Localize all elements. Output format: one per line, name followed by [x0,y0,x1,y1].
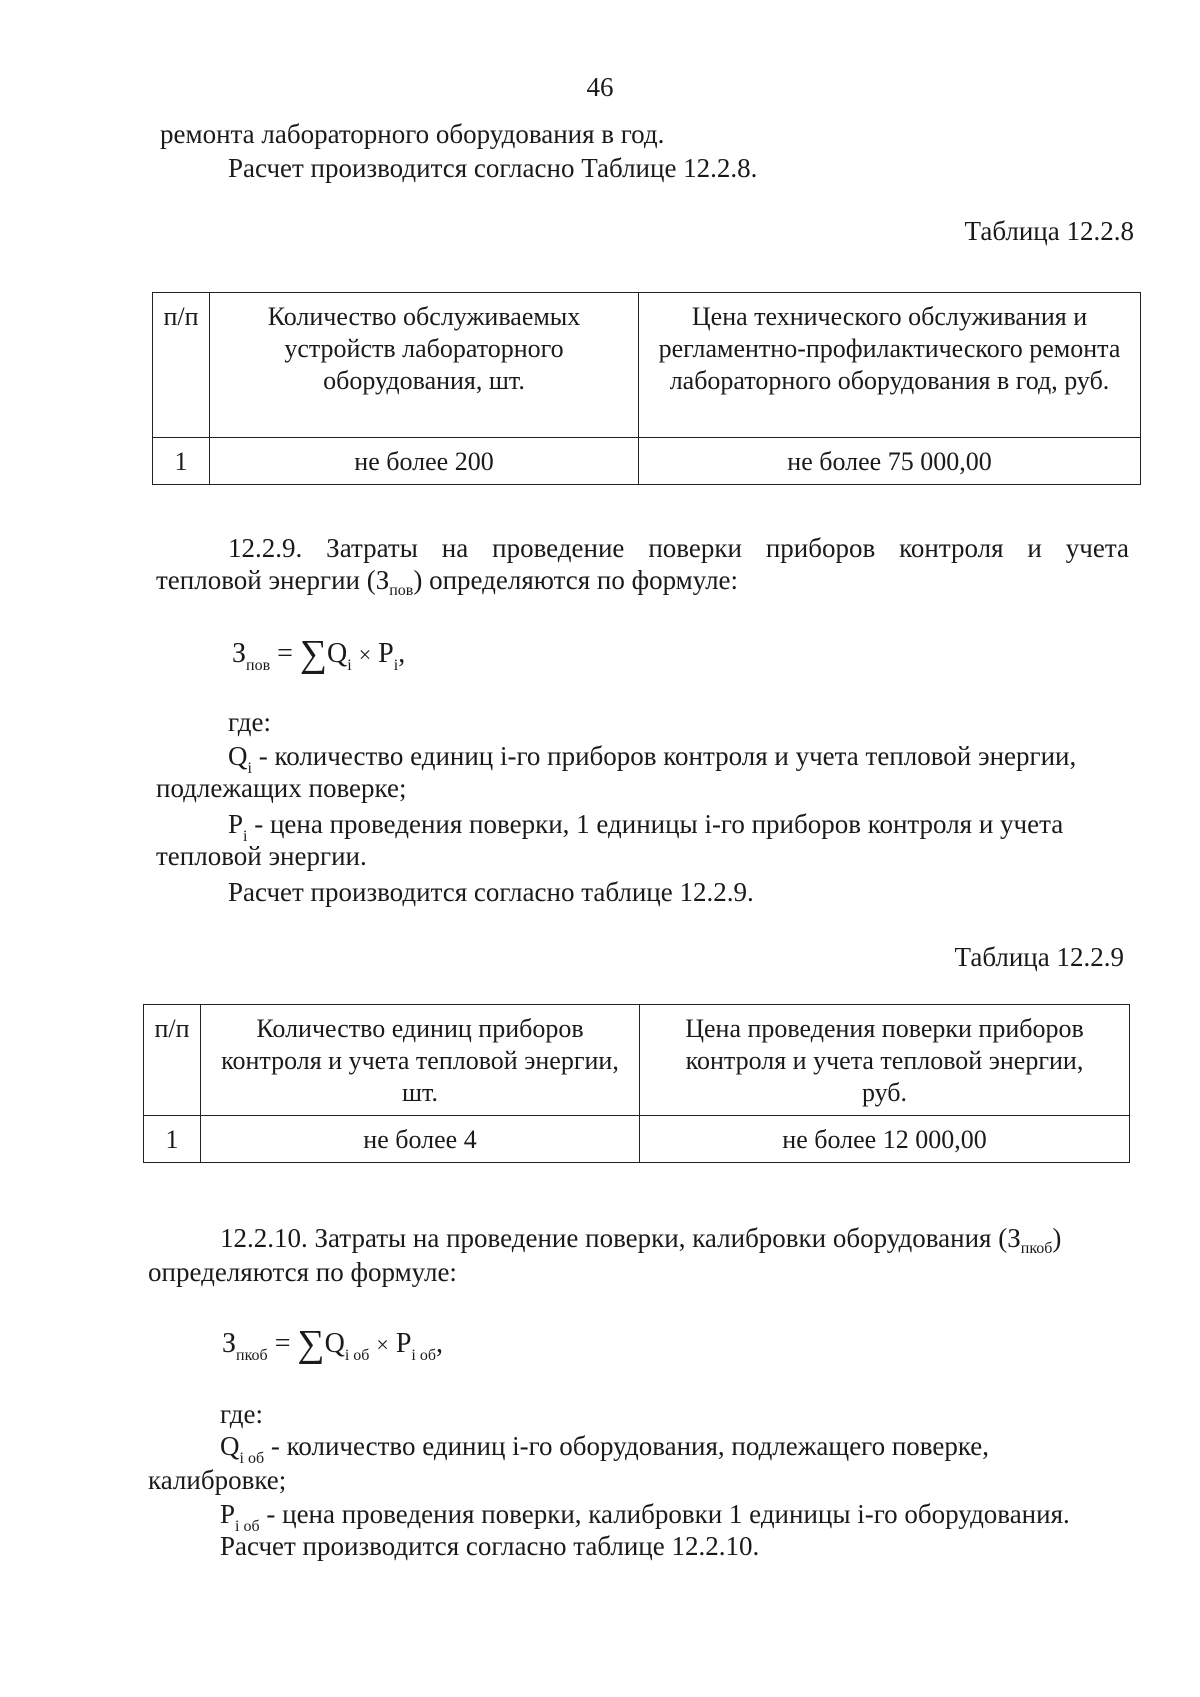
paragraph-line: Расчет производится согласно таблице 12.2.10. [220,1531,760,1561]
paragraph-line: калибровке; [148,1465,287,1495]
table-row [144,1116,1130,1163]
cell-price: не более 12 000,00 [640,1116,1130,1163]
definition-q: $Q_i$ - количество единиц i-го приборов контроля и учета тепловой энергии, [228,741,1077,777]
paragraph-line: 12.2.10. Затраты на проведение поверки, калибровки оборудования $(З_{пкоб})$ [220,1223,1062,1257]
cell-number: 1 [153,438,210,485]
paragraph-line: ремонта лабораторного оборудования в год. [160,119,665,149]
table-row [153,438,1141,485]
header-cell-price: Цена технического обслуживания и регламентно-профилактического ремонта лабораторного оборудования в год, руб. [639,293,1141,438]
header-cell-number: п/п [144,1005,201,1116]
header-cell-quantity: Количество обслуживаемых устройств лабораторного оборудования, шт. [210,293,639,438]
paragraph-line: где: [220,1399,263,1429]
paragraph-line: 12.2.9. Затраты на проведение поверки приборов контроля и учета [228,533,1129,563]
page-number: 46 [586,72,614,102]
header-cell-quantity: Количество единиц приборов контроля и учета тепловой энергии, шт. [201,1005,640,1116]
table-12-2-8 [152,292,1141,485]
table-12-2-9 [143,1004,1130,1163]
paragraph-line: Расчет производится согласно Таблице 12.2.8. [228,153,758,183]
paragraph-line: тепловой энергии. [156,841,367,871]
header-cell-number: п/п [153,293,210,438]
cell-quantity: не более 4 [201,1116,640,1163]
table-header-row [144,1005,1130,1116]
cell-price: не более 75 000,00 [639,438,1141,485]
definition-q: $Q_{i об}$ - количество единиц i-го оборудования, подлежащего поверке, [220,1431,990,1467]
formula-z-pov: $З_{пов} = \sum Q_i \times P_i$, [232,633,406,675]
header-cell-price: Цена проведения поверки приборов контроля и учета тепловой энергии, руб. [640,1005,1130,1116]
table-caption: Таблица 12.2.9 [954,942,1124,972]
paragraph-line: определяются по формуле: [148,1257,457,1287]
formula-z-pkob: $З_{пкоб} = \sum Q_{i об} \times P_{i об}$, [222,1323,444,1365]
cell-quantity: не более 200 [210,438,639,485]
definition-p: $P_i$ - цена проведения поверки, 1 единицы i-го приборов контроля и учета [228,809,1064,845]
cell-number: 1 [144,1116,201,1163]
paragraph-line: Расчет производится согласно таблице 12.2.9. [228,877,754,907]
table-header-row [153,293,1141,438]
paragraph-line: где: [228,707,271,737]
table-caption: Таблица 12.2.8 [964,216,1134,246]
definition-p: $P_{i об}$ - цена проведения поверки, калибровки 1 единицы i-го оборудования. [220,1499,1070,1535]
paragraph-line: тепловой энергии $(З_{пов})$ определяются по формуле: [156,565,739,599]
paragraph-line: подлежащих поверке; [156,773,407,803]
